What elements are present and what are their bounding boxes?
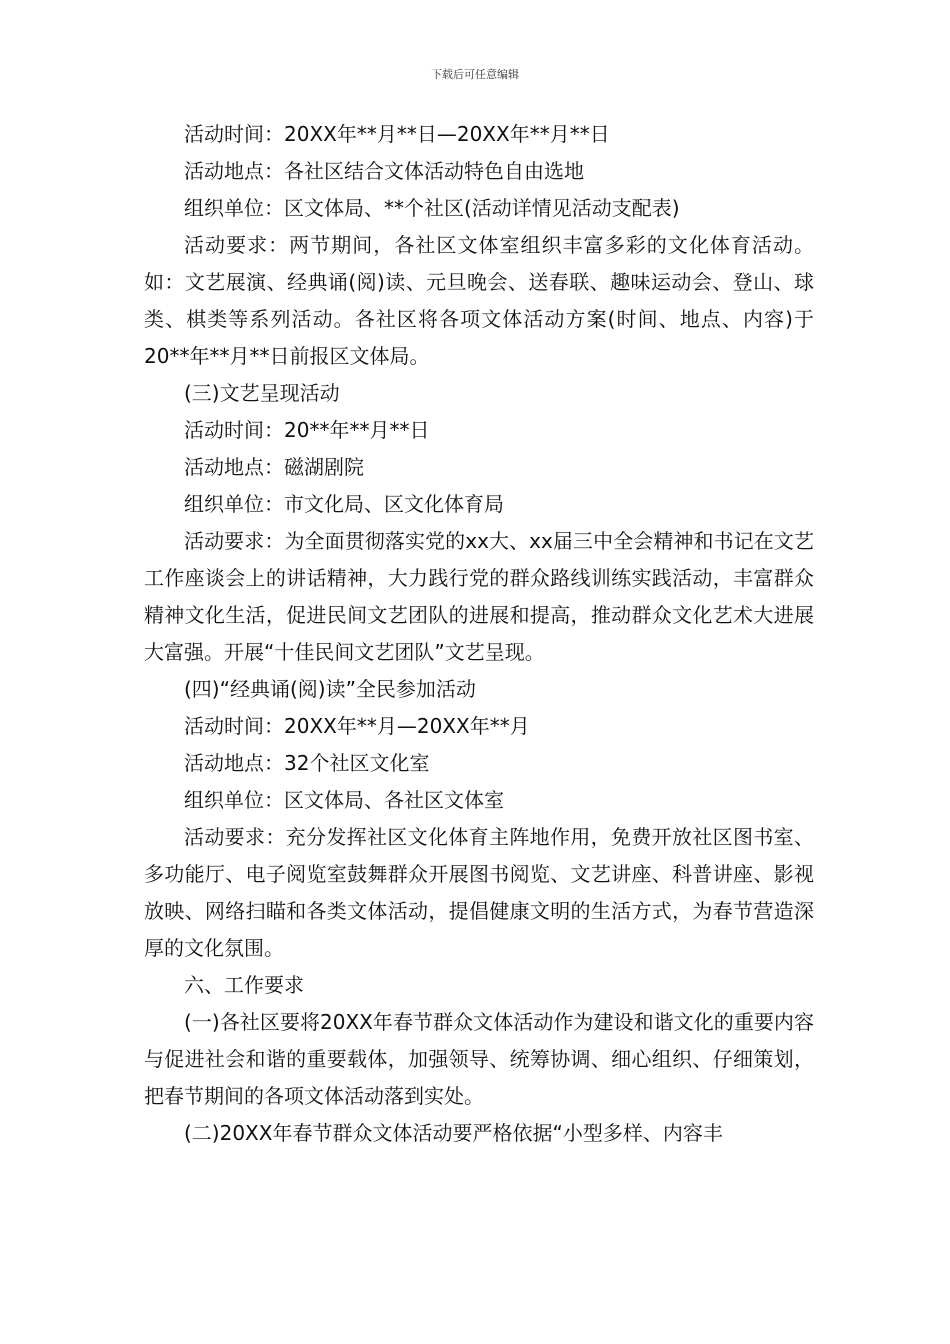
section-heading-3: (三)文艺呈现活动 [184, 381, 340, 405]
paragraph-requirement-4: 活动要求：充分发挥社区文化体育主阵地作用，免费开放社区图书室、多功能厅、电子阅览室鼓舞群众开展图书阅览、文艺讲座、科普讲座、影视放映、网络扫瞄和各类文体活动，提倡健康文明的生活方式，为春节营造深厚的文化氛围。 [144, 825, 814, 960]
paragraph-activity-place-1: 活动地点：各社区结合文体活动特色自由选地 [184, 159, 584, 183]
paragraph-organizer-1: 组织单位：区文体局、**个社区(活动详情见活动支配表) [184, 196, 680, 220]
paragraph-work-requirement-1: (一)各社区要将20XX年春节群众文体活动作为建设和谐文化的重要内容与促进社会和谐的重要载体，加强领导、统筹协调、细心组织、仔细策划，把春节期间的各项文体活动落到实处。 [144, 1010, 814, 1108]
paragraph-requirement-3: 活动要求：为全面贯彻落实党的xx大、xx届三中全会精神和书记在文艺工作座谈会上的讲话精神，大力践行党的群众路线训练实践活动，丰富群众精神文化生活，促进民间文艺团队的进展和提高，推动群众文化艺术大进展大富强。开展“十佳民间文艺团队”文艺呈现。 [144, 529, 814, 664]
section-heading-work-requirements: 六、工作要求 [184, 973, 304, 997]
paragraph-requirement-1: 活动要求：两节期间，各社区文体室组织丰富多彩的文化体育活动。如：文艺展演、经典诵(阅)读、元旦晚会、送春联、趣味运动会、登山、球类、棋类等系列活动。各社区将各项文体活动方案(时间、地点、内容)于20**年**月**日前报区文体局。 [144, 233, 814, 368]
paragraph-activity-time-3: 活动时间：20**年**月**日 [184, 418, 430, 442]
paragraph-activity-place-3: 活动地点：磁湖剧院 [184, 455, 364, 479]
paragraph-work-requirement-2: (二)20XX年春节群众文体活动要严格依据“小型多样、内容丰 [184, 1121, 723, 1145]
document-body [144, 116, 814, 1152]
paragraph-activity-place-4: 活动地点：32个社区文化室 [184, 751, 430, 775]
section-heading-4: (四)“经典诵(阅)读”全民参加活动 [184, 677, 476, 701]
paragraph-activity-time-4: 活动时间：20XX年**月—20XX年**月 [184, 714, 530, 738]
paragraph-activity-time-1: 活动时间：20XX年**月**日—20XX年**月**日 [184, 122, 610, 146]
page-header-note: 下载后可任意编辑 [431, 68, 519, 81]
paragraph-organizer-3: 组织单位：市文化局、区文化体育局 [184, 492, 504, 516]
paragraph-organizer-4: 组织单位：区文体局、各社区文体室 [184, 788, 504, 812]
